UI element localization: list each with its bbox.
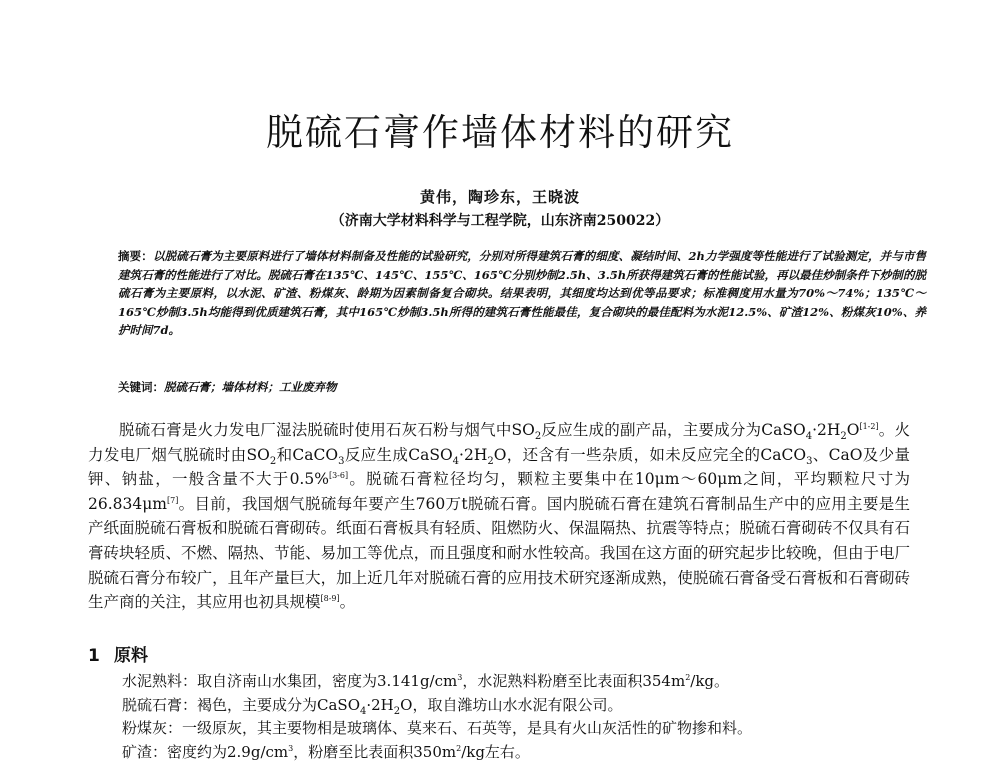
citation-ref: [3-6] [329,471,348,480]
section-heading [88,643,488,669]
abstract-label: 摘要： [118,249,153,263]
paper-title: 脱硫石膏作墙体材料的研究 [0,108,1000,158]
section-title: 原料 [114,646,148,666]
citation-ref: [8-9] [321,594,340,603]
material-slag: 矿渣：密度约为$2.9g/cm^3$，粉磨至比表面积$350m^2/kg$左右。 [122,741,922,764]
material-gypsum: 脱硫石膏：褐色，主要成分为$CaSO_4\cdot 2H_2O$，取自潍坊山水水泥有限公司。 [122,694,922,718]
citation-ref: [7] [167,496,178,505]
keywords-label: 关键词： [118,380,164,394]
materials-list [122,670,922,764]
keywords-text: 脱硫石膏；墙体材料；工业废弃物 [164,380,337,394]
keywords [118,378,926,396]
abstract-text: 以脱硫石膏为主要原料进行了墙体材料制备及性能的试验研究，分别对所得建筑石膏的细度、凝结时间、2h力学强度等性能进行了试验测定，并与市售建筑石膏的性能进行了对比。脱硫石膏在135℃、145℃、155℃、165℃分别炒制2.5h、3.5h所获得建筑石膏的性能试验，再以最佳炒制条件下炒制的脱硫石膏为主要原料，以水泥、矿渣、粉煤灰、龄期为因素制备复合砌块。结果表明，其细度均达到优等品要求；标准稠度用水量为70%～74%；135℃～165℃炒制3.5h均能得到优质建筑石膏，其中165℃炒制3.5h所得的建筑石膏性能最佳，复合砌块的最佳配料为水泥12.5%、矿渣12%、粉煤灰10%、养护时间7d。 [118,249,926,337]
abstract [118,247,926,340]
citation-ref: [1-2] [859,422,878,431]
author-affiliation: （济南大学材料科学与工程学院，山东济南250022） [0,210,1000,232]
introduction-paragraph: 脱硫石膏是火力发电厂湿法脱硫时使用石灰石粉与烟气中$SO_2$反应生成的副产品，主要成分为$CaSO_4\cdot 2H_2O[1-2]$。火力发电厂烟气脱硫时由$SO_2$和CaCO$_3$反应生成$CaSO_4\cdot 2H_2O$，还含有一些杂质，如未反应完全的CaCO$_3$、CaO及少量钾、钠盐，一般含量不大于0.5%[3-6]。脱硫石膏粒径均匀，颗粒主要集中在10μm～60μm之间，平均颗粒尺寸为26.834μm[7]。目前，我国烟气脱硫每年要产生760万t脱硫石膏。国内脱硫石膏在建筑石膏制品生产中的应用主要是生产纸面脱硫石膏板和脱硫石膏砌砖。纸面石膏板具有轻质、阻燃防火、保温隔热、抗震等特点；脱硫石膏砌砖不仅具有石膏砖块轻质、不燃、隔热、节能、易加工等优点，而且强度和耐水性较高。我国在这方面的研究起步比较晚，但由于电厂脱硫石膏分布较广，且年产量巨大，加上近几年对脱硫石膏的应用技术研究逐渐成熟，使脱硫石膏备受石膏板和石膏砌砖生产商的关注，其应用也初具规模[8-9]。 [88,418,910,615]
material-cement: 水泥熟料：取自济南山水集团，密度为$3.141g/cm^3$，水泥熟料粉磨至比表面积$354m^2/kg$。 [122,670,922,694]
material-flyash: 粉煤灰：一级原灰，其主要物相是玻璃体、莫来石、石英等，是具有火山灰活性的矿物掺和料。 [122,717,922,741]
author-list: 黄伟，陶珍东，王晓波 [0,186,1000,208]
section-number: 1 [88,643,114,669]
